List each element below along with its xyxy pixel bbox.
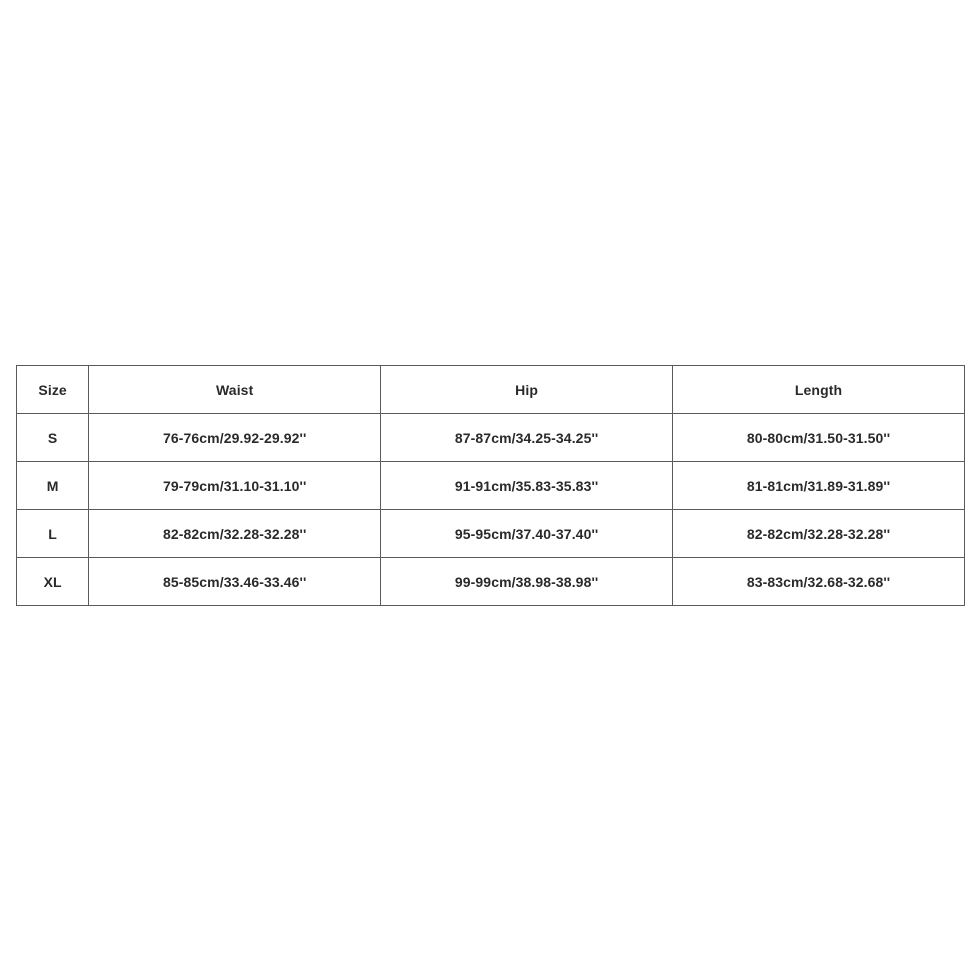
table-row [17,462,965,510]
header-hip: Hip [381,366,673,414]
header-waist: Waist [89,366,381,414]
header-length: Length [673,366,965,414]
cell-length: 81-81cm/31.89-31.89'' [673,462,965,510]
cell-waist: 82-82cm/32.28-32.28'' [89,510,381,558]
header-size: Size [17,366,89,414]
size-chart-table [16,365,965,606]
cell-size: L [17,510,89,558]
cell-length: 80-80cm/31.50-31.50'' [673,414,965,462]
cell-size: M [17,462,89,510]
table-header-row [17,366,965,414]
table-row [17,558,965,606]
cell-length: 82-82cm/32.28-32.28'' [673,510,965,558]
table-row [17,414,965,462]
cell-waist: 85-85cm/33.46-33.46'' [89,558,381,606]
cell-waist: 79-79cm/31.10-31.10'' [89,462,381,510]
cell-length: 83-83cm/32.68-32.68'' [673,558,965,606]
cell-hip: 99-99cm/38.98-38.98'' [381,558,673,606]
cell-hip: 95-95cm/37.40-37.40'' [381,510,673,558]
cell-size: XL [17,558,89,606]
cell-hip: 91-91cm/35.83-35.83'' [381,462,673,510]
cell-size: S [17,414,89,462]
table-row [17,510,965,558]
cell-waist: 76-76cm/29.92-29.92'' [89,414,381,462]
cell-hip: 87-87cm/34.25-34.25'' [381,414,673,462]
